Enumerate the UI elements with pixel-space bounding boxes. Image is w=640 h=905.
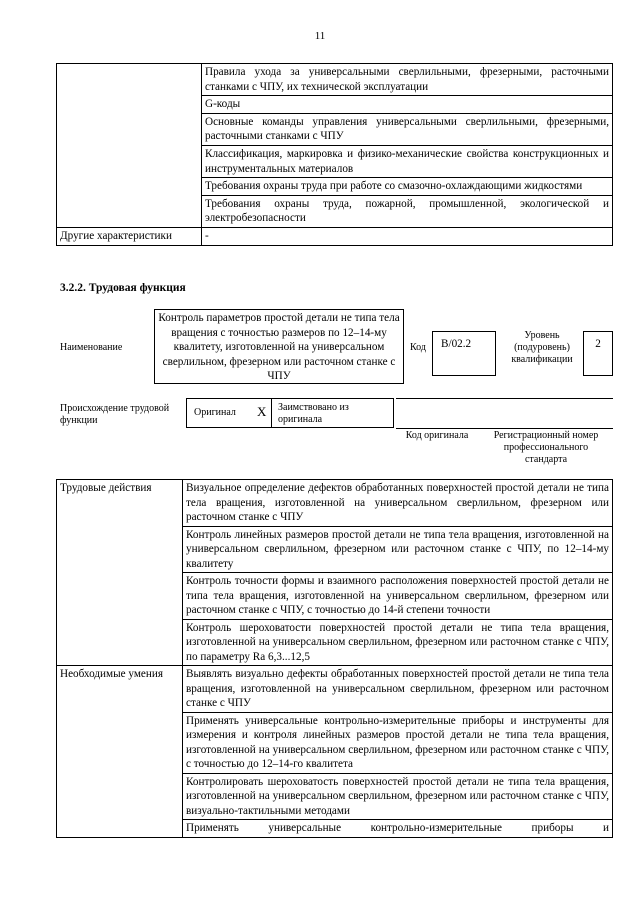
name-label: Наименование (60, 342, 123, 353)
original-code-caption: Код оригинала (405, 430, 469, 441)
original-box (186, 398, 272, 428)
level-box: 2 (583, 331, 613, 376)
code-label: Код (410, 342, 426, 353)
original-mark: X (257, 404, 267, 419)
origin-label: Происхождение трудовой функции (60, 403, 170, 426)
other-characteristics-label: Другие характеристики (57, 227, 202, 245)
skill-item: Применять универсальные контрольно-измерительные приборы и инструменты для измерения и контроля линейных размеров простой детали не типа тела вращения, изготовленной на универсальном сверлильном, фрезерном или расточном станке с ЧПУ, с точностью до 12–14-го квалитета (183, 712, 613, 773)
reg-number-caption: Регистрационный номер профессионального стандарта (493, 430, 599, 465)
knowledge-item: Правила ухода за универсальными сверлильными, фрезерными, расточными станками с ЧПУ, их технической эксплуатации (202, 64, 613, 96)
action-item: Контроль шероховатости поверхностей простой детали не типа тела вращения, изготовленной на универсальном сверлильном, фрезерном или расточном станке с ЧПУ, по параметру Ra 6,3...12,5 (183, 619, 613, 666)
knowledge-item: Классификация, маркировка и физико-механические свойства конструкционных и инструментальных материалов (202, 145, 613, 177)
skill-item: Контролировать шероховатость поверхностей простой детали не типа тела вращения, изготовленной на универсальном сверлильном, фрезерном или расточном станке с ЧПУ, визуально-тактильными методами (183, 773, 613, 820)
action-item: Контроль точности формы и взаимного расположения поверхностей простой детали не типа тела вращения, изготовленной на универсальном сверлильном, фрезерном или расточном станке с ЧПУ, с точностью до 14-й степени точности (183, 573, 613, 620)
bottom-line (396, 428, 613, 429)
skill-item: Применять универсальные контрольно-измерительные приборы и (183, 820, 613, 838)
table-row (57, 480, 613, 527)
function-table (56, 479, 613, 838)
function-name-box: Контроль параметров простой детали не типа тела вращения с точностью размеров по 12–14-му квалитету, изготовленной на универсальном сверлильном, фрезерном или расточном станке с ЧПУ (154, 309, 404, 384)
table-row (57, 64, 613, 96)
level-label: Уровень (подуровень) квалификации (511, 330, 573, 365)
borrowed-label: Заимствовано из оригинала (278, 402, 349, 425)
other-characteristics-value: - (202, 227, 613, 245)
knowledge-item: Требования охраны труда при работе со смазочно-охлаждающими жидкостями (202, 178, 613, 196)
skills-label: Необходимые умения (57, 666, 183, 838)
actions-label: Трудовые действия (57, 480, 183, 666)
knowledge-table (56, 63, 613, 246)
page-number: 11 (314, 30, 326, 42)
action-item: Контроль линейных размеров простой детали не типа тела вращения, изготовленной на универсальном сверлильном, фрезерном или расточном станке с ЧПУ, по 12–14-му квалитету (183, 526, 613, 573)
action-item: Визуальное определение дефектов обработанных поверхностей простой детали не типа тела вращения, изготовленной на универсальном сверлильном, фрезерном или расточном станке с ЧПУ (183, 480, 613, 527)
top-line (396, 398, 613, 399)
section-title: 3.2.2. Трудовая функция (60, 282, 186, 294)
original-label: Оригинал (194, 407, 236, 418)
empty-label-cell (57, 64, 202, 228)
table-row (57, 227, 613, 245)
skill-item: Выявлять визуально дефекты обработанных поверхностей простой детали не типа тела вращения, изготовленной на универсальном сверлильном, фрезерном или расточном станке с ЧПУ (183, 666, 613, 713)
knowledge-item: G-коды (202, 96, 613, 114)
code-box: B/02.2 (432, 331, 496, 376)
knowledge-item: Требования охраны труда, пожарной, промышленной, экологической и электробезопасности (202, 195, 613, 227)
table-row (57, 666, 613, 713)
knowledge-item: Основные команды управления универсальными сверлильными, фрезерными, расточными станками с ЧПУ (202, 113, 613, 145)
